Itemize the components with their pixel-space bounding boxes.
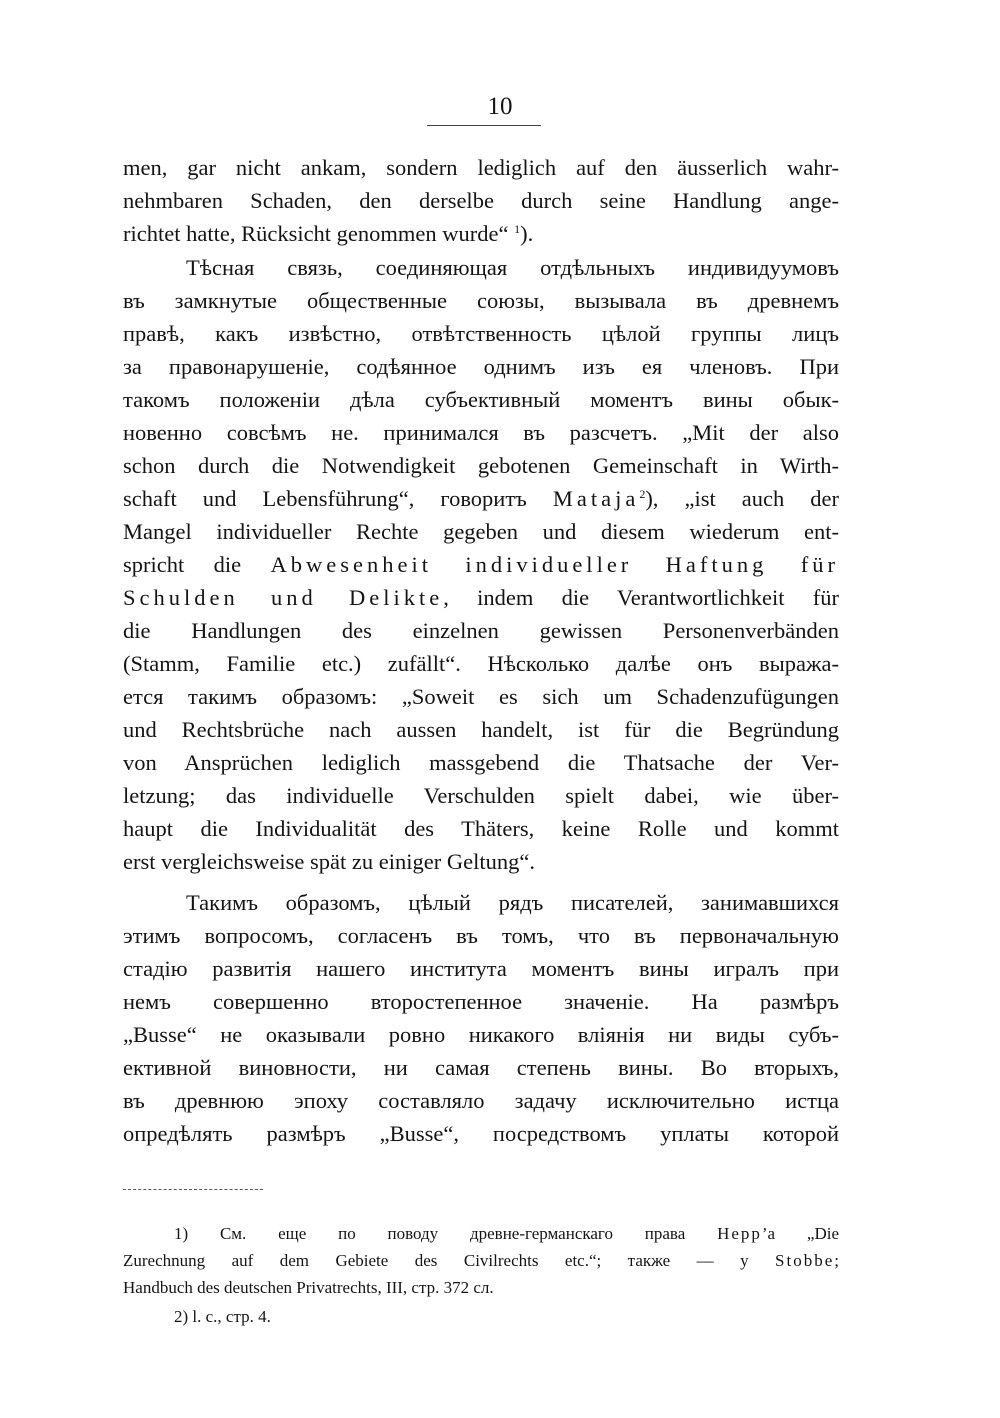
text-line (123, 548, 839, 581)
text-span: Zurechnung auf dem Gebiete des Civilrechts etc.“; также — у (123, 1251, 776, 1270)
text-span: ’a „Die (761, 1224, 839, 1243)
text-line: новенно совсѣмъ не. принимался въ разсчетъ. „Mit der also (123, 420, 839, 445)
footnote-line: 2) l. c., стр. 4. (174, 1307, 271, 1326)
text-line: letzung; das individuelle Verschulden spielt dabei, wie über- (123, 783, 839, 808)
text-line: этимъ вопросомъ, согласенъ въ томъ, что въ первоначальную (123, 923, 839, 948)
footnote-line (174, 1221, 839, 1246)
text-line (123, 217, 839, 250)
text-span: ; (834, 1251, 839, 1270)
text-line: правѣ, какъ извѣстно, отвѣтственность цѣлой группы лицъ (123, 321, 839, 346)
text-line: nehmbaren Schaden, den derselbe durch seine Handlung ange- (123, 188, 839, 213)
text-line: haupt die Individualität des Thäters, keine Rolle und kommt (123, 816, 839, 841)
text-line: за правонарушеніе, содѣянное однимъ изъ ея членовъ. При (123, 354, 839, 379)
text-line: немъ совершенно второстепенное значеніе. На размѣръ (123, 989, 839, 1014)
text-line: Mangel individueller Rechte gegeben und diesem wiederum ent- (123, 519, 839, 544)
text-line: въ замкнутые общественные союзы, вызывала въ древнемъ (123, 288, 839, 313)
text-line: von Ansprüchen lediglich massgebend die Thatsache der Ver- (123, 750, 839, 775)
text-line: Тѣсная связь, соединяющая отдѣльныхъ индивидуумовъ (186, 255, 839, 280)
text-line: опредѣлять размѣръ „Busse“, посредствомъ уплаты которой (123, 1121, 839, 1146)
text-span: richtet hatte, Rücksicht genommen wurde“ (123, 221, 515, 246)
text-line: (Stamm, Familie etc.) zufällt“. Нѣсколько далѣе онъ выража- (123, 651, 839, 676)
text-line: die Handlungen des einzelnen gewissen Personenverbänden (123, 618, 839, 643)
text-span: schaft und Lebensführung“, говоритъ (123, 486, 553, 511)
text-span: , indem die Verantwortlichkeit für (443, 585, 839, 610)
text-line: Такимъ образомъ, цѣлый рядъ писателей, занимавшихся (186, 890, 839, 915)
footnote-rule (123, 1189, 263, 1190)
text-line: ективной виновности, ни самая степень вины. Во вторыхъ, (123, 1055, 839, 1080)
footnote-line (123, 1248, 839, 1273)
spaced-name: Hepp (717, 1224, 762, 1243)
text-line: ется такимъ образомъ: „Soweit es sich um Schadenzufügungen (123, 684, 839, 709)
text-line: такомъ положеніи дѣла субъективный моментъ вины обык- (123, 387, 839, 412)
spaced-emphasis: Abwesenheit individueller Haftung für (270, 552, 840, 577)
text-line: und Rechtsbrüche nach aussen handelt, ist für die Begründung (123, 717, 839, 742)
footnote-line: Handbuch des deutschen Privatrechts, III, стр. 372 сл. (123, 1278, 494, 1297)
text-line: schon durch die Notwendigkeit gebotenen Gemeinschaft in Wirth- (123, 453, 839, 478)
spaced-name: Stobbe (775, 1251, 835, 1270)
text-span: 1) См. еще по поводу древне-германскаго права (174, 1224, 718, 1243)
text-line (123, 581, 839, 614)
text-line: „Busse“ не оказывали ровно никакого вліянія ни виды субъ- (123, 1022, 839, 1047)
text-span: ). (520, 221, 534, 246)
text-line: men, gar nicht ankam, sondern lediglich auf den äusserlich wahr- (123, 155, 839, 180)
footnote-ref: 1 (514, 222, 521, 236)
footnote-ref: 2 (639, 487, 646, 501)
header-rule (427, 125, 541, 126)
text-span: ), „ist auch der (645, 486, 839, 511)
text-line: въ древнюю эпоху составляло задачу исключительно истца (123, 1088, 839, 1113)
page-number: 10 (487, 93, 513, 120)
text-line: стадію развитія нашего института моментъ вины игралъ при (123, 956, 839, 981)
spaced-emphasis: Schulden und Delikte (123, 585, 444, 610)
text-span: spricht die (123, 552, 271, 577)
text-line: erst vergleichsweise spät zu einiger Geltung“. (123, 849, 535, 874)
spaced-name: Mataja (552, 486, 640, 511)
text-line (123, 482, 839, 515)
